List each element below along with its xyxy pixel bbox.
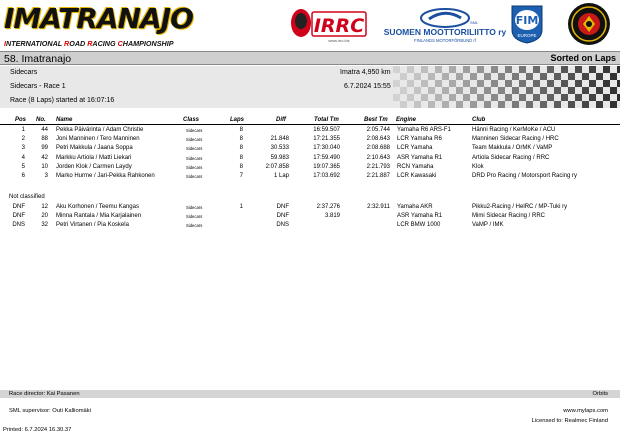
cell-best: 2:32.911 <box>367 204 390 210</box>
checker-square <box>568 87 575 94</box>
cell-engine: LCR BMW 1000 <box>397 222 441 229</box>
not-classified-label: Not classified <box>9 194 45 200</box>
checker-square <box>393 80 400 87</box>
sml-name-swedish: FINLANDS MOTORFÖRBUND rf <box>414 38 476 43</box>
cell-pos: DNF <box>12 204 25 210</box>
checker-square <box>421 66 428 73</box>
cell-name: Pekka Päivärinta / Adam Christie <box>56 127 144 133</box>
website: www.mylaps.com <box>563 408 608 414</box>
col-header-pos: Pos <box>15 117 27 123</box>
checker-square <box>498 101 505 108</box>
cell-diff: 1 Lap <box>273 173 289 179</box>
cell-pos: 3 <box>21 145 25 152</box>
checker-square <box>414 73 421 80</box>
checker-square <box>421 94 428 101</box>
checker-square <box>561 80 568 87</box>
cell-laps: 8 <box>239 127 243 133</box>
header-divider <box>0 124 620 125</box>
cell-laps: 8 <box>239 136 243 143</box>
irrc-logo-text: IRRC <box>313 15 365 37</box>
imatranajo-logo-text: IMATRANAJO <box>4 2 193 35</box>
col-header-no: No. <box>36 117 46 123</box>
cell-laps: 7 <box>239 173 243 179</box>
checker-square <box>533 94 540 101</box>
cell-diff: 59.983 <box>270 154 289 161</box>
cell-no: 99 <box>41 145 48 152</box>
cell-name: Markku Artiola / Matti Liekari <box>56 154 132 161</box>
checker-square <box>463 66 470 73</box>
checker-square <box>505 94 512 101</box>
checker-square <box>470 87 477 94</box>
cell-total: 17:03.692 <box>313 173 340 179</box>
checker-square <box>491 94 498 101</box>
checker-square <box>603 94 610 101</box>
cell-club: VaMP / IMK <box>472 222 504 229</box>
track-info: Imatra 4,950 km <box>340 69 391 76</box>
cell-name: Minna Rantala / Mia Karjalainen <box>56 213 142 220</box>
irrc-url: www.irrc.biz <box>328 38 350 43</box>
cell-club: Manninen Sidecar Racing / HRC <box>472 136 559 143</box>
cell-engine: LCR Yamaha R6 <box>397 136 442 143</box>
cell-club: Artiola Sidecar Racing / RRC <box>472 154 550 161</box>
checker-square <box>463 94 470 101</box>
cell-best: 2:21.793 <box>366 163 390 170</box>
checker-square <box>456 101 463 108</box>
cell-name: Marko Hurme / Jari-Pekka Rahkonen <box>56 173 155 179</box>
cell-total: 2:37.276 <box>316 204 340 210</box>
col-header-diff: Diff <box>276 117 286 123</box>
cell-diff: 2:07.858 <box>265 163 289 170</box>
checker-square <box>393 66 400 73</box>
irrc-logo <box>289 6 369 44</box>
event-title: 58. Imatranajo <box>4 53 72 65</box>
session-datetime: 6.7.2024 15:55 <box>344 83 391 90</box>
checker-square <box>596 101 603 108</box>
checker-square <box>582 87 589 94</box>
cell-pos: 2 <box>21 136 25 143</box>
session-name: Sidecars - Race 1 <box>10 83 66 90</box>
cell-engine: ASR Yamaha R1 <box>397 213 443 220</box>
cell-class: Sidecars <box>186 164 203 170</box>
checker-square <box>540 73 547 80</box>
cell-club: Pikku2-Racing / HelRC / MP-Tuki ry <box>472 204 568 210</box>
checker-square <box>414 87 421 94</box>
checker-square <box>589 80 596 87</box>
cell-best: 2:10.643 <box>366 154 390 161</box>
checker-square <box>442 101 449 108</box>
checker-square <box>407 66 414 73</box>
cell-pos: DNS <box>12 222 25 229</box>
cell-total: 17:21.355 <box>313 136 340 143</box>
cell-engine: Yamaha R6 ARS-F1 <box>397 127 451 133</box>
cell-no: 12 <box>41 204 48 210</box>
checker-square <box>400 101 407 108</box>
checker-square <box>470 101 477 108</box>
checker-square <box>540 87 547 94</box>
cell-name: Jorden Klok / Carmen Laydy <box>56 163 132 170</box>
cell-best: 2:21.887 <box>366 173 390 179</box>
cell-class: Sidecars <box>186 174 203 179</box>
cell-total: 17:59.490 <box>313 154 340 161</box>
checker-square <box>540 101 547 108</box>
cell-class: Sidecars <box>186 155 203 161</box>
cell-engine: LCR Kawasaki <box>397 173 437 179</box>
cell-class: Sidecars <box>186 146 203 152</box>
cell-no: 10 <box>41 163 48 170</box>
checker-square <box>428 101 435 108</box>
checker-square <box>589 94 596 101</box>
cell-no: 3 <box>44 173 48 179</box>
checker-square <box>568 73 575 80</box>
club-emblem-logo <box>567 2 611 46</box>
cell-engine: RCN Yamaha <box>397 163 434 170</box>
col-header-engine: Engine <box>396 117 417 123</box>
cell-club: Team Makkula / OrMK / VaMP <box>472 145 553 152</box>
sml-supervisor: SML supervisor: Outi Kalliomäki <box>9 408 91 414</box>
cell-name: Aku Korhonen / Teemu Kangas <box>56 204 139 210</box>
cell-total: 3.819 <box>324 213 340 220</box>
sml-name: SUOMEN MOOTTORILIITTO ry <box>383 27 507 37</box>
cell-class: Sidecars <box>186 205 203 210</box>
checker-square <box>484 73 491 80</box>
cell-name: Petri Makkula / Jaana Soppa <box>56 145 133 152</box>
footer-bar <box>0 390 620 398</box>
checker-square <box>596 87 603 94</box>
checkered-flag-graphic <box>393 66 620 108</box>
checker-square <box>498 73 505 80</box>
cell-total: 16:59.507 <box>313 127 340 133</box>
checker-square <box>554 101 561 108</box>
checker-square <box>435 94 442 101</box>
checker-square <box>519 80 526 87</box>
cell-laps: 8 <box>239 154 243 161</box>
col-header-laps: Laps <box>230 117 245 123</box>
imatranajo-logo <box>4 2 193 50</box>
cell-diff: DNS <box>276 222 289 229</box>
cell-pos: 5 <box>21 163 25 170</box>
fim-logo-text: FIM <box>515 14 539 27</box>
cell-engine: ASR Yamaha R1 <box>397 154 443 161</box>
col-header-class: Class <box>183 117 200 123</box>
checker-square <box>498 87 505 94</box>
cell-diff: DNF <box>276 213 289 220</box>
cell-diff: 21.848 <box>270 136 289 143</box>
checker-square <box>449 66 456 73</box>
sml-badge: SML <box>470 20 479 25</box>
checker-square <box>561 66 568 73</box>
fim-logo-sub: EUROPE <box>517 33 537 38</box>
checker-square <box>575 66 582 73</box>
checker-square <box>554 73 561 80</box>
championship-subtitle: INTERNATIONAL ROAD RACING CHAMPIONSHIP <box>4 39 174 48</box>
cell-pos: 6 <box>21 173 25 179</box>
checker-square <box>512 87 519 94</box>
cell-class: Sidecars <box>186 137 203 143</box>
sml-logo <box>383 6 507 46</box>
cell-pos: DNF <box>12 213 25 220</box>
checker-square <box>477 94 484 101</box>
checker-square <box>533 66 540 73</box>
race-start-info: Race (8 Laps) started at 16:07:16 <box>10 97 115 104</box>
checker-square <box>547 80 554 87</box>
cell-class: Sidecars <box>186 214 203 220</box>
checker-square <box>477 80 484 87</box>
checker-square <box>526 73 533 80</box>
cell-club: Hänni Racing / KerMoKe / ACU <box>472 127 556 133</box>
checker-square <box>449 80 456 87</box>
checker-square <box>547 94 554 101</box>
checker-square <box>547 66 554 73</box>
checker-square <box>435 66 442 73</box>
checker-square <box>512 101 519 108</box>
checker-square <box>505 66 512 73</box>
checker-square <box>568 101 575 108</box>
checker-square <box>477 66 484 73</box>
cell-diff: DNF <box>276 204 289 210</box>
cell-pos: 1 <box>21 127 25 133</box>
cell-best: 2:08.643 <box>366 136 390 143</box>
checker-square <box>596 73 603 80</box>
cell-engine: LCR Yamaha <box>397 145 433 152</box>
checker-square <box>470 73 477 80</box>
checker-square <box>610 101 617 108</box>
checker-square <box>561 94 568 101</box>
cell-laps: 1 <box>239 204 243 210</box>
col-header-best: Best Tm <box>364 117 388 123</box>
checker-square <box>442 73 449 80</box>
checker-square <box>575 80 582 87</box>
checker-square <box>582 73 589 80</box>
checker-square <box>554 87 561 94</box>
race-director: Race director: Kai Pasanen <box>9 391 80 397</box>
cell-laps: 8 <box>239 145 243 152</box>
event-title-bar <box>0 51 620 65</box>
cell-diff: 30.533 <box>270 145 289 152</box>
cell-engine: Yamaha AKR <box>397 204 433 210</box>
checker-square <box>456 73 463 80</box>
checker-square <box>407 94 414 101</box>
checker-square <box>491 80 498 87</box>
checker-square <box>400 87 407 94</box>
timing-software: Orbits <box>592 391 608 397</box>
checker-square <box>526 101 533 108</box>
checker-square <box>400 73 407 80</box>
checker-square <box>603 66 610 73</box>
checker-square <box>456 87 463 94</box>
cell-name: Joni Manninen / Tero Manninen <box>56 136 140 143</box>
cell-best: 2:08.688 <box>366 145 390 152</box>
license-info: Licensed to: Realmec Finland <box>531 418 608 424</box>
fim-logo <box>508 4 546 44</box>
cell-no: 44 <box>41 127 48 133</box>
col-header-total: Total Tm <box>314 117 339 123</box>
col-header-name: Name <box>56 117 73 123</box>
cell-class: Sidecars <box>186 223 203 229</box>
checker-square <box>610 73 617 80</box>
cell-no: 42 <box>41 154 48 161</box>
cell-pos: 4 <box>21 154 25 161</box>
class-name: Sidecars <box>10 69 38 76</box>
checker-square <box>491 66 498 73</box>
sort-label: Sorted on Laps <box>550 53 616 63</box>
cell-total: 17:30.040 <box>313 145 340 152</box>
checker-square <box>421 80 428 87</box>
checker-square <box>428 73 435 80</box>
checker-square <box>533 80 540 87</box>
col-header-club: Club <box>472 117 486 123</box>
checker-square <box>505 80 512 87</box>
checker-square <box>484 87 491 94</box>
checker-square <box>589 66 596 73</box>
checker-square <box>603 80 610 87</box>
cell-club: DRD Pro Racing / Motorsport Racing ry <box>472 173 578 179</box>
printed-timestamp: Printed: 6.7.2024 16.30.37 <box>3 427 72 433</box>
checker-square <box>435 80 442 87</box>
checker-square <box>575 94 582 101</box>
checker-square <box>442 87 449 94</box>
cell-class: Sidecars <box>186 128 203 133</box>
cell-no: 20 <box>41 213 48 220</box>
checker-square <box>512 73 519 80</box>
checker-square <box>407 80 414 87</box>
checker-square <box>519 66 526 73</box>
cell-name: Petri Virtanen / Pia Koskela <box>56 222 129 229</box>
cell-no: 88 <box>41 136 48 143</box>
checker-square <box>463 80 470 87</box>
cell-club: Mimi Sidecar Racing / RRC <box>472 213 546 220</box>
cell-club: Klok <box>472 163 484 170</box>
checker-square <box>610 87 617 94</box>
checker-square <box>526 87 533 94</box>
checker-square <box>428 87 435 94</box>
cell-best: 2:05.744 <box>366 127 390 133</box>
checker-square <box>414 101 421 108</box>
checker-square <box>393 94 400 101</box>
checker-square <box>582 101 589 108</box>
checker-square <box>519 94 526 101</box>
checker-square <box>449 94 456 101</box>
checker-square <box>484 101 491 108</box>
cell-laps: 8 <box>239 163 243 170</box>
cell-total: 19:07.365 <box>313 163 340 170</box>
cell-no: 32 <box>41 222 48 229</box>
